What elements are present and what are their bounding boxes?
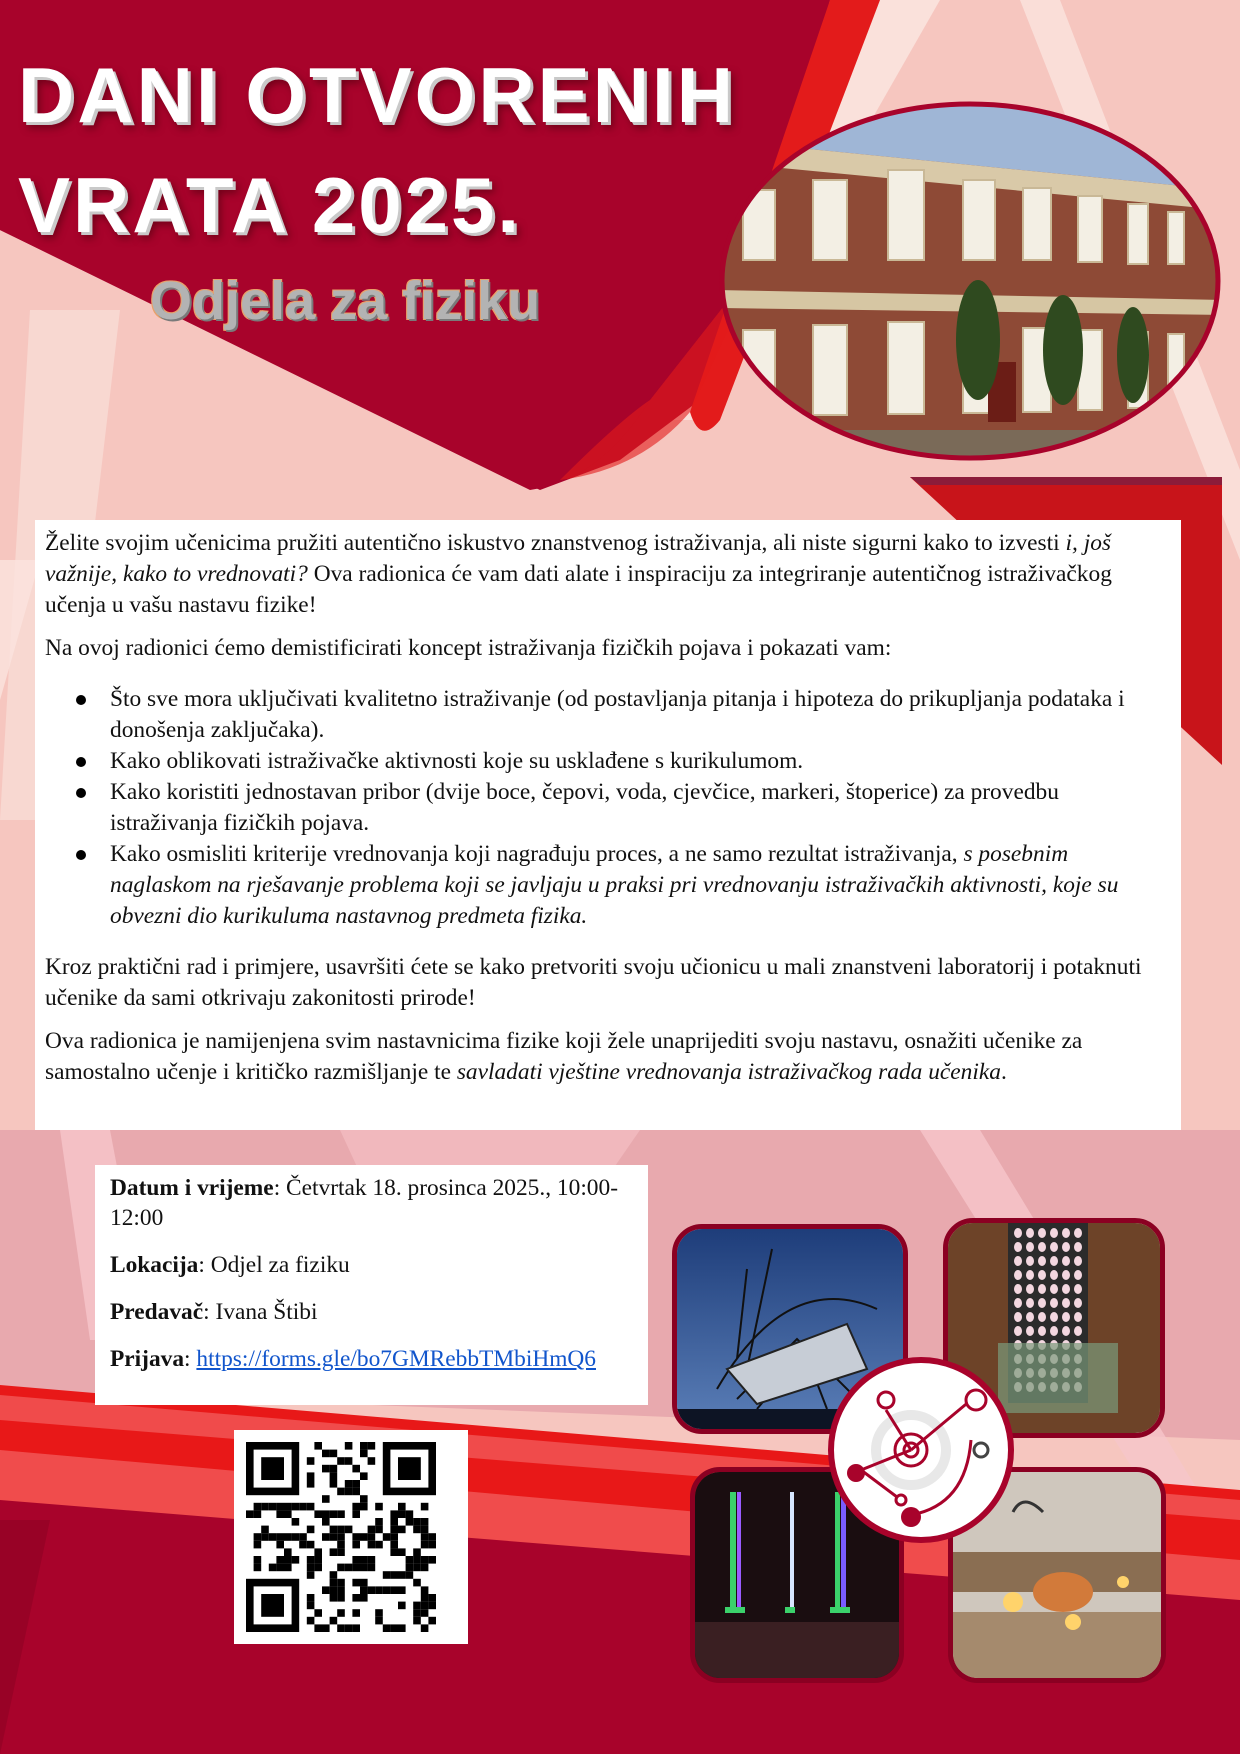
topics-list [45, 684, 1171, 932]
lead-paragraph: Na ovoj radionici ćemo demistificirati koncept istraživanja fizičkih pojava i pokazati vam: [45, 635, 892, 661]
location-value: : Odjel za fiziku [198, 1252, 350, 1278]
signup-row [110, 1344, 633, 1374]
location-row [110, 1250, 633, 1280]
lecturer-row [110, 1297, 633, 1327]
list-item-italic: s posebnim naglaskom na rješavanje problema koji se javljaju u praksi pri vrednovanju istraživačkih aktivnosti, koje su obvezni dio kurikuluma nastavnog predmeta fizika. [110, 841, 1119, 929]
list-item: Kako oblikovati istraživačke aktivnosti koje su usklađene s kurikulumom. [110, 746, 1171, 777]
title-line-1: DANI OTVORENIH [18, 51, 737, 139]
signup-separator: : [184, 1346, 197, 1372]
description-box [35, 520, 1181, 1130]
qr-code[interactable] [234, 1430, 468, 1644]
intro-text: Želite svojim učenicima pružiti autentično iskustvo znanstvenog istraživanja, ali niste sigurni kako to izvesti [45, 530, 1066, 556]
practice-paragraph: Kroz praktični rad i primjere, usavršiti ćete se kako pretvoriti svoju učionicu u mali znanstveni laboratorij i potaknuti učenike da sami otkrivaju zakonitosti prirode! [45, 954, 1142, 1011]
molecule-logo [826, 1355, 1016, 1545]
signup-label: Prijava [110, 1346, 185, 1372]
date-row [110, 1173, 633, 1233]
audience-end: . [1000, 1059, 1007, 1085]
event-info-box [95, 1165, 648, 1405]
intro-italic: i, još važnije, kako to vrednovati? [45, 530, 1111, 587]
subtitle: Odjela za fiziku [150, 271, 541, 331]
audience-paragraph [45, 1026, 1171, 1088]
title-line-2: VRATA 2025. [18, 161, 523, 249]
list-item: Što sve mora uključivati kvalitetno istraživanje (od postavljanja pitanja i hipoteza do prikupljanja podataka i donošenja zaključaka). [110, 684, 1171, 746]
location-label: Lokacija [110, 1252, 199, 1278]
date-value: : Četvrtak 18. prosinca 2025., 10:00-12:00 [110, 1175, 618, 1231]
list-item: Kako koristiti jednostavan pribor (dvije boce, čepovi, voda, cjevčice, markeri, štoperice) za provedbu istraživanja fizičkih pojava. [110, 777, 1171, 839]
date-label: Datum i vrijeme [110, 1175, 274, 1201]
building-photo [718, 100, 1223, 462]
list-item-text: Kako osmisliti kriterije vrednovanja koji nagrađuju proces, a ne samo rezultat istraživanja, [110, 841, 964, 867]
lecturer-value: : Ivana Štibi [203, 1299, 318, 1325]
audience-italic: savladati vještine vrednovanja istraživačkog rada učenika [456, 1059, 1001, 1085]
intro-text-end: Ova radionica će vam dati alate i inspiraciju za integriranje autentičnog istraživačkog učenja u vašu nastavu fizike! [45, 561, 1112, 618]
intro-paragraph [45, 528, 1171, 621]
signup-link[interactable]: https://forms.gle/bo7GMRebbTMbiHmQ6 [196, 1346, 596, 1372]
audience-text: Ova radionica je namijenjena svim nastavnicima fizike koji žele unaprijediti svoju nastavu, osnažiti učenike za samostalno učenje i kritičko razmišljanje te [45, 1028, 1083, 1085]
lecturer-label: Predavač [110, 1299, 204, 1325]
list-item [110, 839, 1171, 932]
